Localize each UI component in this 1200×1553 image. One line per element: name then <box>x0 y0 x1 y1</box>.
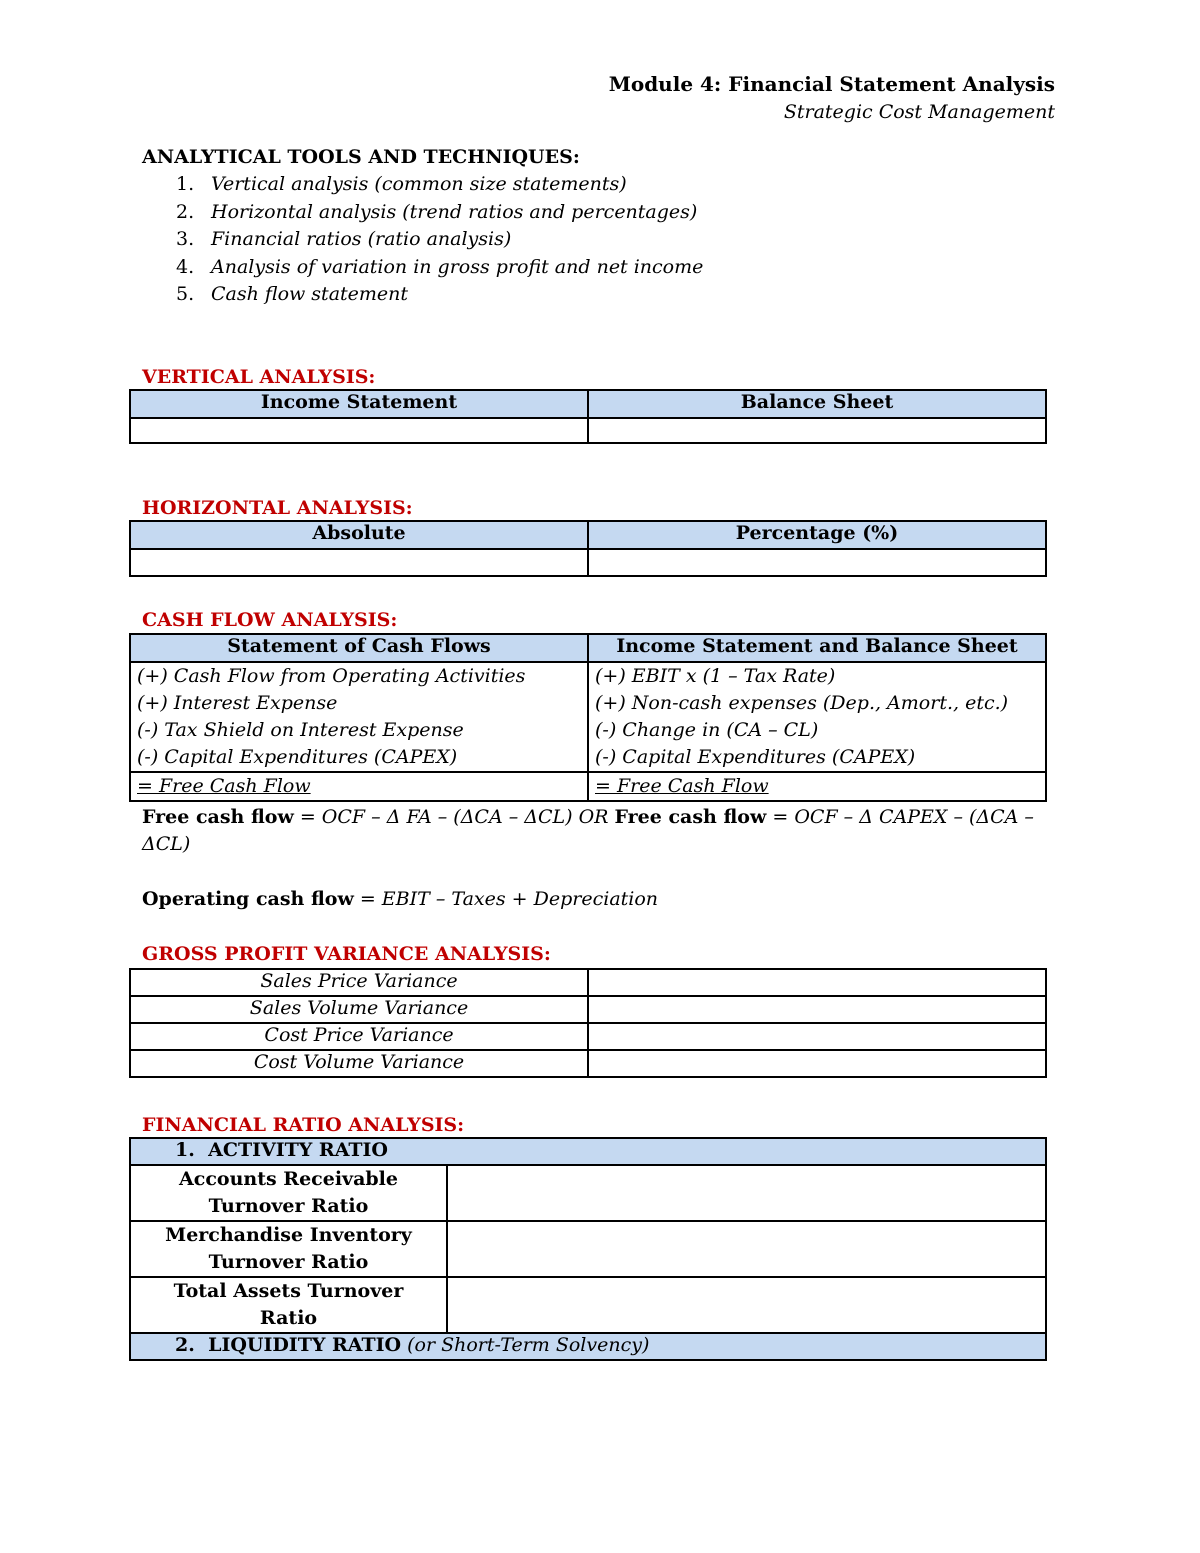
table-cell <box>447 1165 1046 1221</box>
table-header-statement-of-cash-flows: Statement of Cash Flows <box>130 634 588 662</box>
table-cell <box>447 1221 1046 1277</box>
table-header-income-statement-balance-sheet: Income Statement and Balance Sheet <box>588 634 1046 662</box>
financial-ratio-table <box>129 1137 1047 1361</box>
table-cell <box>588 1050 1046 1077</box>
horizontal-analysis-heading: HORIZONTAL ANALYSIS: <box>142 497 413 519</box>
list-item: 2. Horizontal analysis (trend ratios and percentages) <box>176 200 698 223</box>
table-cell: = Free Cash Flow <box>588 772 1046 801</box>
table-cell <box>130 418 588 443</box>
document-title: Module 4: Financial Statement Analysis <box>608 72 1055 96</box>
table-cell: Total Assets Turnover Ratio <box>130 1277 447 1333</box>
table-header-income-statement: Income Statement <box>130 390 588 418</box>
table-cell: (+) Cash Flow from Operating Activities (+) Interest Expense (-) Tax Shield on Interest Expense (-) Capital Expenditures (CAPEX) <box>130 662 588 772</box>
activity-ratio-header: 1. ACTIVITY RATIO <box>130 1138 1046 1165</box>
table-cell <box>588 1023 1046 1050</box>
list-item: 1. Vertical analysis (common size statements) <box>176 173 627 195</box>
document-subtitle: Strategic Cost Management <box>783 101 1055 123</box>
cash-flow-table <box>129 633 1047 802</box>
table-cell <box>588 996 1046 1023</box>
tools-list <box>176 172 703 310</box>
table-cell <box>588 549 1046 576</box>
table-cell <box>447 1277 1046 1333</box>
list-item: 4. Analysis of variation in gross profit and net income <box>176 255 704 278</box>
gross-profit-table <box>129 968 1047 1078</box>
table-header-absolute: Absolute <box>130 521 588 549</box>
table-header-percentage: Percentage (%) <box>588 521 1046 549</box>
table-cell: Cost Volume Variance <box>130 1050 588 1077</box>
horizontal-analysis-table <box>129 520 1047 577</box>
gross-profit-heading: GROSS PROFIT VARIANCE ANALYSIS: <box>142 943 551 965</box>
financial-ratio-heading: FINANCIAL RATIO ANALYSIS: <box>142 1114 465 1136</box>
table-cell <box>588 969 1046 996</box>
table-header-balance-sheet: Balance Sheet <box>588 390 1046 418</box>
table-cell: Sales Volume Variance <box>130 996 588 1023</box>
list-item: 5. Cash flow statement <box>176 283 409 305</box>
cash-flow-heading: CASH FLOW ANALYSIS: <box>142 609 398 631</box>
operating-cash-flow-formula: Operating cash flow = EBIT – Taxes + Depreciation <box>142 888 659 910</box>
table-cell: (+) EBIT x (1 – Tax Rate) (+) Non-cash expenses (Dep., Amort., etc.) (-) Change in (CA – CL) (-) Capital Expenditures (CAPEX) <box>588 662 1046 772</box>
liquidity-ratio-header: 2. LIQUIDITY RATIO (or Short-Term Solvency) <box>130 1333 1046 1360</box>
vertical-analysis-heading: VERTICAL ANALYSIS: <box>142 366 376 388</box>
table-cell: Cost Price Variance <box>130 1023 588 1050</box>
table-cell: Sales Price Variance <box>130 969 588 996</box>
table-cell: Accounts Receivable Turnover Ratio <box>130 1165 447 1221</box>
table-cell <box>130 549 588 576</box>
table-cell <box>588 418 1046 443</box>
vertical-analysis-table <box>129 389 1047 444</box>
free-cash-flow-formula: Free cash flow = OCF – Δ FA – (ΔCA – ΔCL) OR Free cash flow = OCF – Δ CAPEX – (ΔCA – ΔCL) <box>142 806 1034 855</box>
table-cell: = Free Cash Flow <box>130 772 588 801</box>
tools-heading: ANALYTICAL TOOLS AND TECHNIQUES: <box>142 146 580 168</box>
list-item: 3. Financial ratios (ratio analysis) <box>176 228 512 250</box>
table-cell: Merchandise Inventory Turnover Ratio <box>130 1221 447 1277</box>
